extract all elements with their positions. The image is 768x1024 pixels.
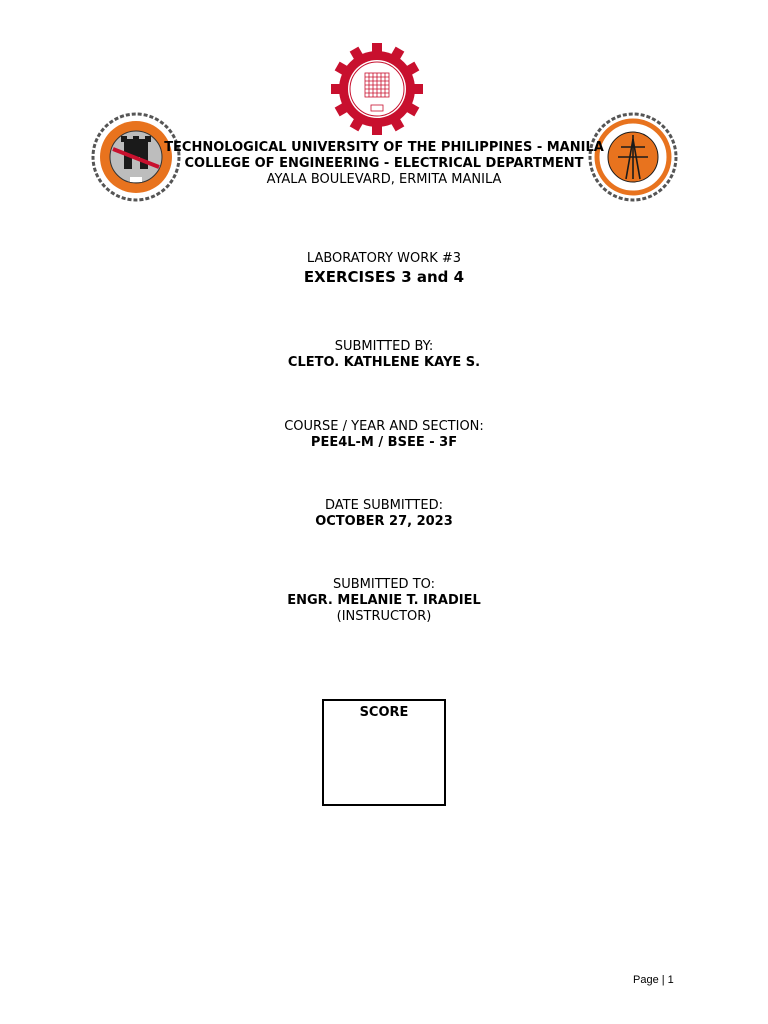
lab-title: EXERCISES 3 and 4 — [303, 268, 465, 286]
date-label: DATE SUBMITTED: — [325, 498, 443, 513]
university-name: TECHNOLOGICAL UNIVERSITY OF THE PHILIPPINES - MANILA — [164, 140, 604, 155]
course-label: COURSE / YEAR AND SECTION: — [284, 419, 484, 434]
page-number: Page | 1 — [633, 974, 674, 986]
submitted-by-value: CLETO. KATHLENE KAYE S. — [287, 355, 481, 370]
submitted-to-role: (INSTRUCTOR) — [336, 609, 432, 624]
submitted-to-label: SUBMITTED TO: — [332, 577, 436, 592]
course-value: PEE4L-M / BSEE - 3F — [310, 435, 458, 450]
submitted-to-value: ENGR. MELANIE T. IRADIEL — [287, 593, 481, 608]
score-label: SCORE — [359, 705, 409, 720]
date-value: OCTOBER 27, 2023 — [315, 514, 453, 529]
score-box — [322, 699, 446, 806]
college-name: COLLEGE OF ENGINEERING - ELECTRICAL DEPARTMENT — [184, 156, 584, 171]
address: AYALA BOULEVARD, ERMITA MANILA — [266, 172, 502, 187]
tup-seal-icon — [331, 43, 423, 135]
submitted-by-label: SUBMITTED BY: — [334, 339, 434, 354]
lab-label: LABORATORY WORK #3 — [306, 251, 462, 266]
